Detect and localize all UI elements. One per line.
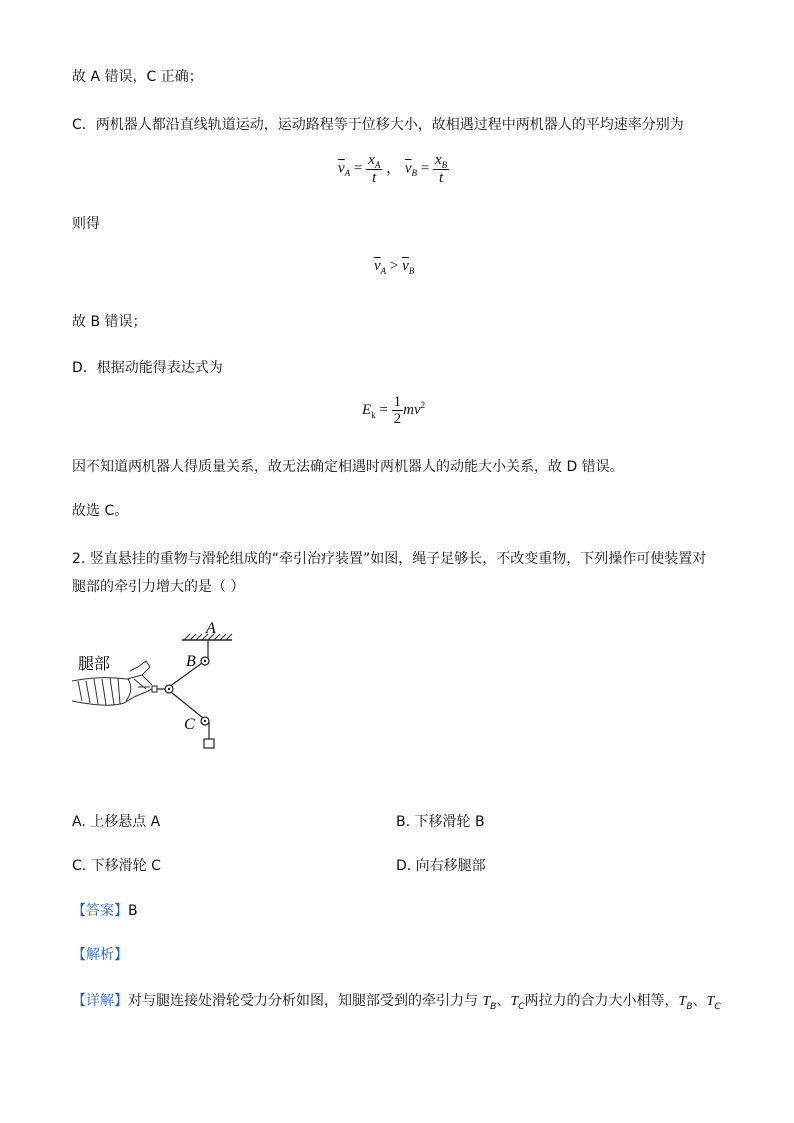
option-d[interactable]: D. 向右移腿部 (396, 858, 486, 874)
label-leg: 腿部 (78, 654, 111, 673)
label-c: C (184, 716, 195, 733)
weight-block (204, 739, 214, 748)
line-select-c: 故选 C。 (72, 503, 129, 519)
label-b: B (186, 653, 196, 670)
line-then: 则得 (72, 216, 100, 232)
option-c[interactable]: C. 下移滑轮 C (72, 858, 161, 874)
question-2-line1: 2. 竖直悬挂的重物与滑轮组成的“牵引治疗装置”如图，绳子足够长，不改变重物，下列操作可使装置对 (72, 551, 707, 567)
line-conclusion-a: 故 A 错误，C 正确； (72, 69, 203, 85)
equation-compare-speeds: $\overline{v}_A > \overline{v}_B$ (374, 258, 415, 276)
question-2-line2: 腿部的牵引力增大的是（ ） (72, 579, 245, 595)
label-a: A (206, 620, 216, 637)
traction-device-diagram (72, 615, 272, 755)
answer-label: 答案 (86, 903, 114, 919)
option-a[interactable]: A. 上移悬点 A (72, 814, 161, 830)
equation-average-speeds: $\overline{v}_A$ = $\frac{x_A}{t}$ ， $\overline{v}_B$ = $\frac{x_B}{t}$ (338, 152, 448, 186)
line-option-d-analysis: D．根据动能得表达式为 (72, 360, 223, 376)
answer-line: 【答案】B (72, 903, 138, 919)
detail-line: 【详解】对与腿连接处滑轮受力分析如图，知腿部受到的牵引力与 $T_B$、$T_C$两拉力的合力大小相等，$T_B$、$T_C$ (72, 993, 721, 1012)
analysis-line: 【解析】 (72, 947, 128, 963)
line-option-c-analysis: C．两机器人都沿直线轨道运动，运动路程等于位移大小，故相遇过程中两机器人的平均速率分别为 (72, 117, 684, 133)
equation-kinetic-energy: $E_k$ = $\frac{1}{2}$ $mv^2$ (362, 394, 426, 427)
line-mass-unknown: 因不知道两机器人得质量关系，故无法确定相遇时两机器人的动能大小关系，故 D 错误。 (72, 459, 624, 475)
option-b[interactable]: B. 下移滑轮 B (396, 814, 485, 830)
answer-value: B (128, 903, 138, 919)
line-conclusion-b: 故 B 错误； (72, 314, 147, 330)
